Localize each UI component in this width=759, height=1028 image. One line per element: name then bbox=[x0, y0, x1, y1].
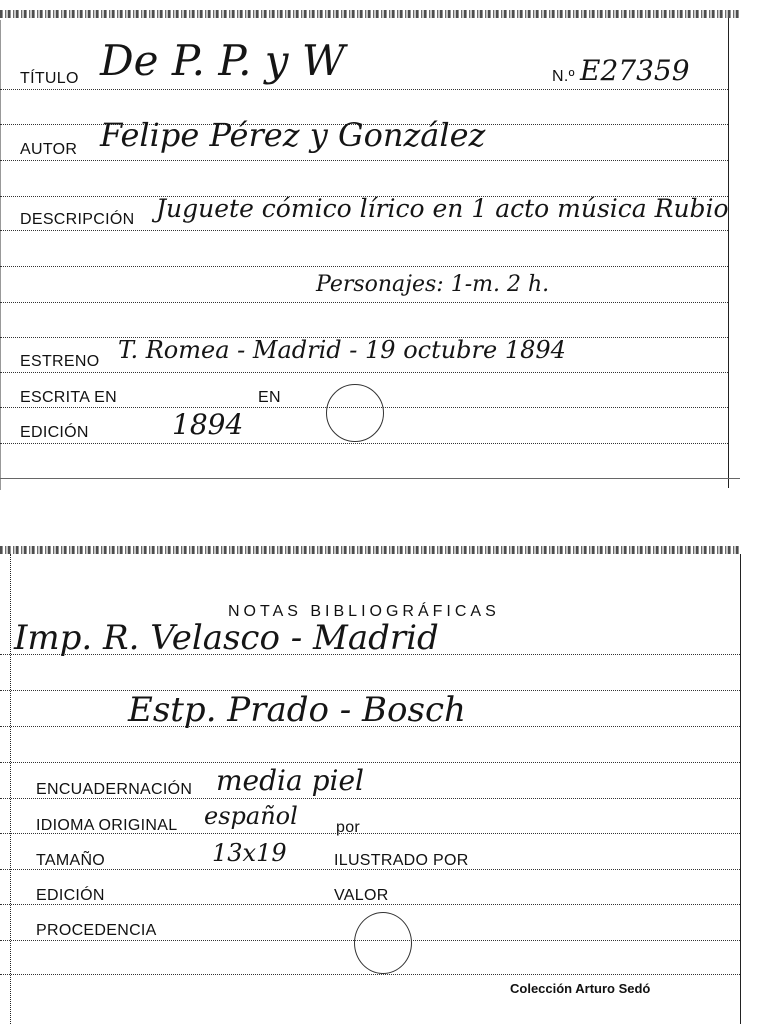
idioma-label: IDIOMA ORIGINAL bbox=[36, 817, 178, 834]
card-right-border-bottom bbox=[740, 554, 741, 1024]
catalog-card-back bbox=[0, 540, 740, 1028]
encuadernacion-value: media piel bbox=[216, 764, 364, 797]
rule-desc-2 bbox=[0, 266, 728, 267]
encuadernacion-label: ENCUADERNACIÓN bbox=[36, 781, 193, 798]
rule-desc-3 bbox=[0, 302, 728, 303]
rule-edicion bbox=[0, 443, 728, 444]
descripcion-label: DESCRIPCIÓN bbox=[20, 211, 135, 228]
tamano-label: TAMAÑO bbox=[36, 852, 106, 869]
autor-value: Felipe Pérez y González bbox=[100, 116, 486, 154]
en-label: EN bbox=[258, 389, 281, 406]
numero-value: E27359 bbox=[580, 54, 690, 87]
por-label: por bbox=[336, 819, 361, 836]
coleccion-label: Colección Arturo Sedó bbox=[510, 981, 651, 996]
card-right-border bbox=[728, 18, 729, 488]
rule-bottom bbox=[0, 478, 740, 479]
edicion-label: EDICIÓN bbox=[20, 424, 89, 441]
rule-titulo bbox=[0, 89, 728, 90]
procedencia-label: PROCEDENCIA bbox=[36, 922, 157, 939]
catalog-card-front bbox=[0, 0, 740, 495]
stamp-circle-bottom bbox=[354, 912, 412, 974]
stamp-circle bbox=[326, 384, 384, 442]
estreno-value: T. Romea - Madrid - 19 octubre 1894 bbox=[118, 336, 566, 364]
rule-autor bbox=[0, 160, 728, 161]
personajes-value: Personajes: 1-m. 2 h. bbox=[316, 272, 550, 297]
nota-estampa: Estp. Prado - Bosch bbox=[128, 690, 466, 730]
rule-extra bbox=[0, 974, 740, 975]
escrita-en-label: ESCRITA EN bbox=[20, 389, 117, 406]
numero-label: N.º bbox=[552, 68, 575, 85]
card-torn-edge-bottom bbox=[0, 546, 740, 554]
titulo-value: De P. P. y W bbox=[100, 36, 346, 85]
nota-imprenta: Imp. R. Velasco - Madrid bbox=[14, 618, 439, 658]
rule-descripcion bbox=[0, 230, 728, 231]
rule-estreno bbox=[0, 372, 728, 373]
rule-nota-4 bbox=[0, 762, 740, 763]
descripcion-value: Juguete cómico lírico en 1 acto música Rubio bbox=[156, 194, 729, 223]
card-left-border-bottom bbox=[10, 554, 11, 1024]
tamano-value: 13x19 bbox=[212, 839, 287, 867]
card-torn-edge bbox=[0, 10, 740, 18]
card-left-border bbox=[0, 20, 1, 490]
ilustrado-label: ILUSTRADO POR bbox=[334, 852, 469, 869]
notas-title: NOTAS BIBLIOGRÁFICAS bbox=[228, 603, 500, 620]
edicion-label-b: EDICIÓN bbox=[36, 887, 105, 904]
valor-label: VALOR bbox=[334, 887, 389, 904]
edicion-value: 1894 bbox=[172, 408, 244, 441]
titulo-label: TÍTULO bbox=[20, 70, 79, 87]
estreno-label: ESTRENO bbox=[20, 353, 100, 370]
idioma-value: español bbox=[204, 802, 298, 830]
autor-label: AUTOR bbox=[20, 141, 78, 158]
